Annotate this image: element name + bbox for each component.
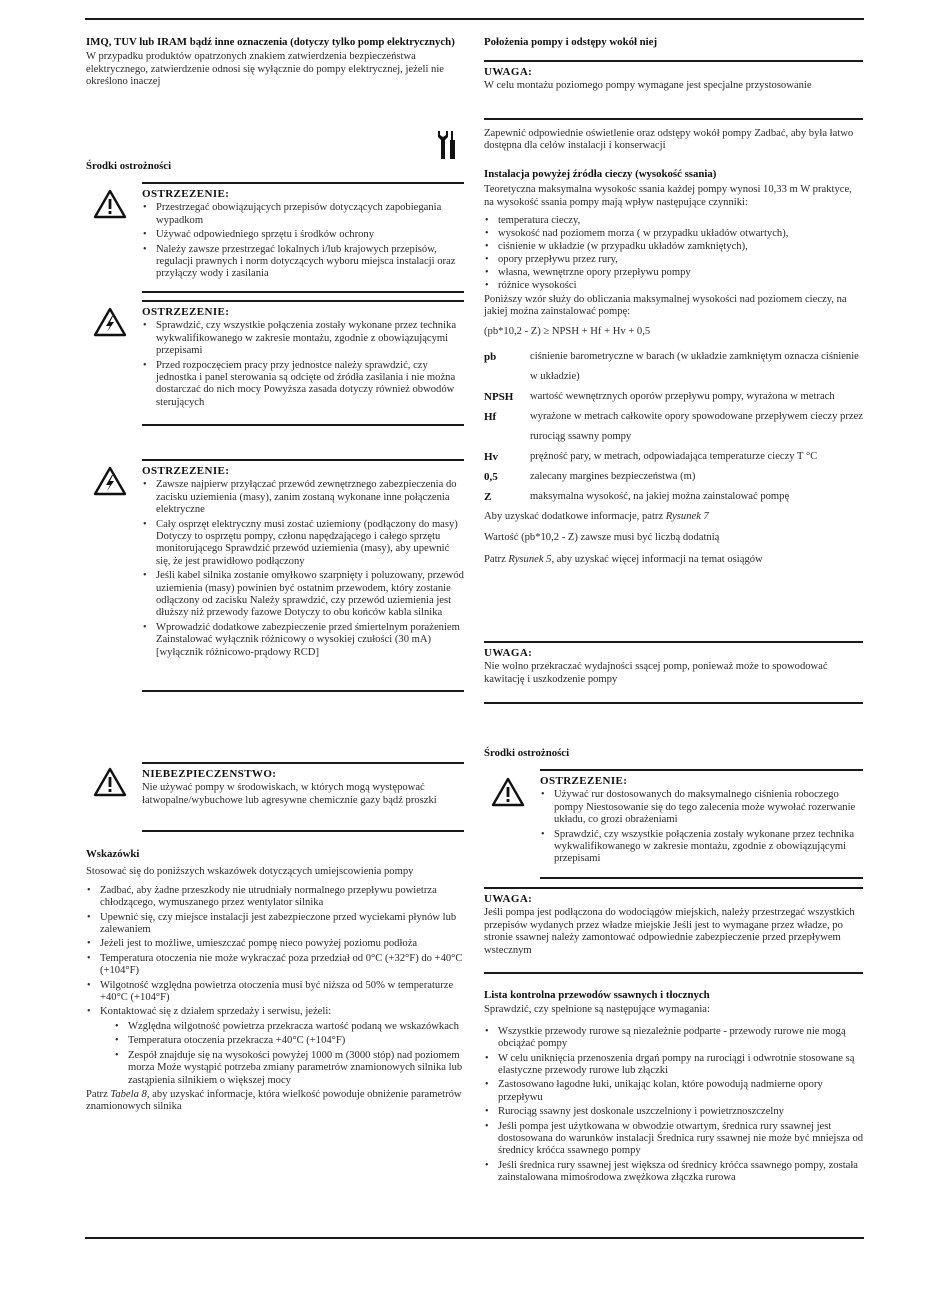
definition-row: [484, 347, 864, 387]
definition-term: Hf: [484, 410, 497, 423]
list-item: • Rurociąg ssawny jest doskonale uszczelniony i powietrznoszczelny: [484, 1106, 864, 1118]
guidelines-footer: [86, 1089, 466, 1114]
table-reference-link[interactable]: Tabela 8: [110, 1088, 147, 1100]
note-text: Jeśli pompa jest podłączona do wodociągów miejskich, należy przestrzegać wszystkich przepisów wydanych przez władze miejskie Jeśli jest to wymagane przez władze, po stronie ssawnej należy zamontować odpowiednie zabezpieczenie przed przepływem wstecznym: [484, 907, 855, 956]
warning-box-4: [540, 769, 863, 879]
list-item: • Zawsze najpierw przyłączać przewód zewnętrznego zabezpieczenia do zacisku uziemienia (masy), zanim zostaną wykonane inne połączenia elektryczne: [142, 479, 464, 516]
list-item: • Sprawdzić, czy wszystkie połączenia zostały wykonane przez technika wykwalifikowanego w zakresie montażu, zgodnie z obowiązującymi przepisami: [142, 320, 464, 357]
performance-text: [484, 554, 864, 566]
warning-title: OSTRZEZENIE:: [142, 465, 230, 477]
sub-list-item: • Temperatura otoczenia przekracza +40°C (+104°F): [114, 1035, 466, 1047]
warning-title: OSTRZEZENIE:: [540, 775, 628, 787]
wrench-screwdriver-icon: [436, 131, 458, 159]
note-title: UWAGA:: [484, 66, 533, 78]
list-item: • Upewnić się, czy miejsce instalacji jest zabezpieczone przed wyciekami płynów lub zalewaniem: [86, 912, 466, 937]
warning-triangle-icon: [93, 189, 127, 219]
electric-hazard-icon: [93, 307, 127, 337]
precautions-heading-left: Środki ostrożności: [86, 160, 172, 172]
list-item: • Należy zawsze przestrzegać lokalnych i/lub krajowych przepisów, regulacji prawnych i norm dotyczących wyboru miejsca instalacji oraz przyłączy wody i zasilania: [142, 244, 464, 281]
checklist-section: [484, 989, 864, 1187]
list-item: • Używać odpowiedniego sprzętu i środków ochrony: [142, 229, 464, 241]
guidelines-section: [86, 848, 466, 1114]
list-item-text: Kontaktować się z działem sprzedaży i serwisu, jeżeli:: [100, 1006, 332, 1018]
definition-text: zalecany margines bezpieczeństwa (m): [530, 470, 696, 482]
performance-post: , aby uzyskać więcej informacji na temat osiągów: [551, 553, 763, 565]
top-rule: [85, 18, 864, 20]
definition-row: [484, 447, 864, 467]
definition-text: ciśnienie barometryczne w barach (w układzie zamkniętym oznacza ciśnienie w układzie): [530, 350, 859, 382]
list-item: • własna, wewnętrzne opory przepływu pompy: [484, 267, 864, 279]
list-item: • Zadbać, aby żadne przeszkody nie utrudniały normalnego przepływu powietrza chłodzącego, wymuszanego przez wentylator silnika: [86, 885, 466, 910]
suction-section: [484, 168, 864, 566]
electric-hazard-icon: [93, 466, 127, 496]
danger-title: NIEBEZPIECZENSTWO:: [142, 768, 277, 780]
note-box-3: [484, 887, 863, 974]
warning-box-1: [142, 182, 464, 293]
warning-title: OSTRZEZENIE:: [142, 306, 230, 318]
list-item: • ciśnienie w układzie (w przypadku układów zamkniętych),: [484, 241, 864, 253]
list-item: • opory przepływu przez rury,: [484, 254, 864, 266]
danger-box: [142, 762, 464, 832]
warning-list: [142, 320, 464, 409]
warning-box-2: [142, 300, 464, 426]
warning-title: OSTRZEZENIE:: [142, 188, 230, 200]
list-item: • Zastosowano łagodne łuki, unikając kolan, które powodują nadmierne opory przepływu: [484, 1079, 864, 1104]
note-box-1: [484, 60, 863, 120]
list-item: • Przed rozpoczęciem pracy przy jednostce należy sprawdzić, czy jednostka i panel sterowania są odcięte od źródła zasilania i nie można dostarczać do nich mocy Powyższa zasada dotyczy również obwodów sterujących: [142, 360, 464, 410]
positions-heading: Położenia pompy i odstępy wokół niej: [484, 36, 658, 48]
definitions-list: [484, 347, 864, 507]
checklist-intro: Sprawdzić, czy spełnione są następujące wymagania:: [484, 1004, 710, 1016]
list-item: • temperatura cieczy,: [484, 215, 864, 227]
guidelines-intro: Stosować się do poniższych wskazówek dotyczących umiejscowienia pompy: [86, 866, 414, 878]
list-item: • Cały osprzęt elektryczny musi zostać uziemiony (podłączony do masy) Dotyczy to osprzętu pompy, członu napędzającego i całego sprzętu monitorującego Sprawdzić przewód uziemienia (masy), aby upewnić się, że jest prawidłowo podłączony: [142, 519, 464, 569]
definition-row: [484, 487, 864, 507]
list-item: • Sprawdzić, czy wszystkie połączenia zostały wykonane przez technika wykwalifikowanego w zakresie montażu, zgodnie z obowiązującymi przepisami: [540, 829, 863, 866]
list-item: • Jeśli średnica rury ssawnej jest większa od średnicy króćca ssawnego pompy, została zainstalowana mimośrodowa zwężkowa złączka rurowa: [484, 1160, 864, 1185]
list-item: • Jeśli kabel silnika zostanie omyłkowo szarpnięty i poluzowany, przewód uziemienia (masy) powinien być ostatnim przewodem, który zostanie odłączony od zacisku Należy sprawdzić, czy przewód uziemienia jest dłuższy niż przewody fazowe Dotyczy to obu końców kabla silnika: [142, 570, 464, 620]
list-item: • Przestrzegać obowiązujących przepisów dotyczących zapobiegania wypadkom: [142, 202, 464, 227]
definition-term: NPSH: [484, 390, 514, 403]
definition-text: wyrażone w metrach całkowite opory spowodowane przepływem cieczy przez rurociąg ssawny pompy: [530, 410, 863, 442]
warning-box-3: [142, 459, 464, 692]
definition-row: [484, 407, 864, 447]
list-item: • Jeśli pompa jest użytkowana w obwodzie otwartym, średnica rury ssawnej jest dostosowana do warunków instalacji Średnica rury ssawnej nie może być mniejsza od średnicy króćca ssawnego pompy: [484, 1121, 864, 1158]
list-item: • Wszystkie przewody rurowe są niezależnie podparte - przewody rurowe nie mogą obciążać pompy: [484, 1026, 864, 1051]
imq-section: [86, 36, 466, 89]
guidelines-heading: Wskazówki: [86, 848, 140, 860]
note-box-2: [484, 641, 863, 704]
checklist-heading: Lista kontrolna przewodów ssawnych i tłocznych: [484, 989, 710, 1001]
definition-text: prężność pary, w metrach, odpowiadająca temperaturze cieczy T °C: [530, 450, 818, 462]
imq-heading: IMQ, TUV lub IRAM bądź inne oznaczenia (dotyczy tylko pomp elektrycznych): [86, 36, 455, 48]
precautions-heading-right: Środki ostrożności: [484, 747, 570, 759]
suction-intro: Teoretyczna maksymalna wysokośc ssania każdej pompy wynosi 10,33 m W praktyce, na wysokość ssania pompy mają wpływ następujące czynniki:: [484, 184, 852, 208]
list-item: • Używać rur dostosowanych do maksymalnego ciśnienia roboczego pompy Niestosowanie się do tego zalecenia może wywołać rozerwanie układu, co grozi obrażeniami: [540, 789, 863, 826]
warning-list: [142, 479, 464, 659]
warning-triangle-icon: [93, 767, 127, 797]
definition-text: maksymalna wysokość, na jakiej można zainstalować pompę: [530, 490, 790, 502]
definition-row: [484, 387, 864, 407]
more-info-text: Aby uzyskać dodatkowe informacje, patrz: [484, 510, 666, 522]
guidelines-list: [86, 885, 466, 1087]
note-title: UWAGA:: [484, 647, 533, 659]
sub-list: [114, 1021, 466, 1087]
list-item: [86, 1006, 466, 1086]
list-item: • wysokość nad poziomem morza ( w przypadku układów otwartych),: [484, 228, 864, 240]
more-info: [484, 511, 864, 523]
list-item: • W celu uniknięcia przenoszenia drgań pompy na rurociągi i odwrotnie stosowane są elastyczne przewody rurowe lub złączki: [484, 1053, 864, 1078]
lighting-text: Zapewnić odpowiednie oświetlenie oraz odstępy wokół pompy Zadbać, aby była łatwo dostępna dla celów instalacji i konserwacji: [484, 128, 854, 152]
definition-text: wartość wewnętrznych oporów przepływu pompy, wyrażona w metrach: [530, 390, 835, 402]
formula: (pb*10,2 - Z) ≥ NPSH + Hf + Hv + 0,5: [484, 326, 651, 338]
list-item: • Temperatura otoczenia nie może wykraczać poza przedział od 0°C (+32°F) do +40°C (+104°F): [86, 953, 466, 978]
note-text: W celu montażu poziomego pompy wymagane jest specjalne przystosowanie: [484, 80, 812, 92]
list-item: • Jeżeli jest to możliwe, umieszczać pompę nieco powyżej poziomu podłoża: [86, 938, 466, 950]
performance-pre: Patrz: [484, 553, 509, 565]
definition-term: 0,5: [484, 470, 498, 483]
footer-text: , aby uzyskać informacje, która wielkość powoduje obniżenie parametrów znamionowych silnika: [86, 1088, 462, 1113]
positive-text: Wartość (pb*10,2 - Z) zawsze musi być liczbą dodatnią: [484, 532, 720, 544]
definition-term: pb: [484, 350, 497, 363]
note-text: Nie wolno przekraczać wydajności ssącej pomp, ponieważ może to spowodować kawitację i uszkodzenie pompy: [484, 661, 828, 685]
list-item: • Wilgotność względna powietrza otoczenia musi być niższa od 50% w temperaturze +40°C (+104°F): [86, 980, 466, 1005]
bottom-rule: [85, 1237, 864, 1239]
definition-row: [484, 467, 864, 487]
list-item: • różnice wysokości: [484, 280, 864, 292]
suction-heading: Instalacja powyżej źródła cieczy (wysokość ssania): [484, 168, 717, 180]
warning-list: [540, 789, 863, 865]
sub-list-item: • Względna wilgotność powietrza przekracza wartość podaną we wskazówkach: [114, 1021, 466, 1033]
figure-reference-link[interactable]: Rysunek 5: [508, 553, 552, 565]
checklist-list: [484, 1026, 864, 1185]
footer-text: Patrz: [86, 1088, 111, 1100]
note-title: UWAGA:: [484, 893, 533, 905]
definition-term: Z: [484, 490, 492, 503]
formula-intro: Poniższy wzór służy do obliczania maksymalnej wysokości nad poziomem cieczy, na jakiej można zainstalować pompę:: [484, 293, 847, 318]
list-item: • Wprowadzić dodatkowe zabezpieczenie przed śmiertelnym porażeniem Zainstalować wyłącznik różnicowy o wysokiej czułości (30 mA) [wyłącznik różnicowo-prądowy RCD]: [142, 622, 464, 659]
definition-term: Hv: [484, 450, 499, 463]
warning-list: [142, 202, 464, 280]
figure-reference-link[interactable]: Rysunek 7: [665, 510, 709, 522]
factors-list: [484, 215, 864, 292]
warning-triangle-icon: [491, 777, 525, 807]
imq-text: W przypadku produktów opatrzonych znakiem zatwierdzenia bezpieczeństwa elektrycznego, zatwierdzenie odnosi się wyłącznie do pompy elektrycznej, jeżeli nie określono inaczej: [86, 51, 444, 88]
danger-text: Nie używać pompy w środowiskach, w których mogą występować łatwopalne/wybuchowe lub agresywne chemicznie gazy bądź proszki: [142, 782, 437, 806]
sub-list-item: • Zespół znajduje się na wysokości powyżej 1000 m (3000 stóp) nad poziomem morza Może wystąpić potrzeba zmiany parametrów znamionowych silnika lub zastąpienia silnikiem o większej mocy: [114, 1050, 466, 1087]
